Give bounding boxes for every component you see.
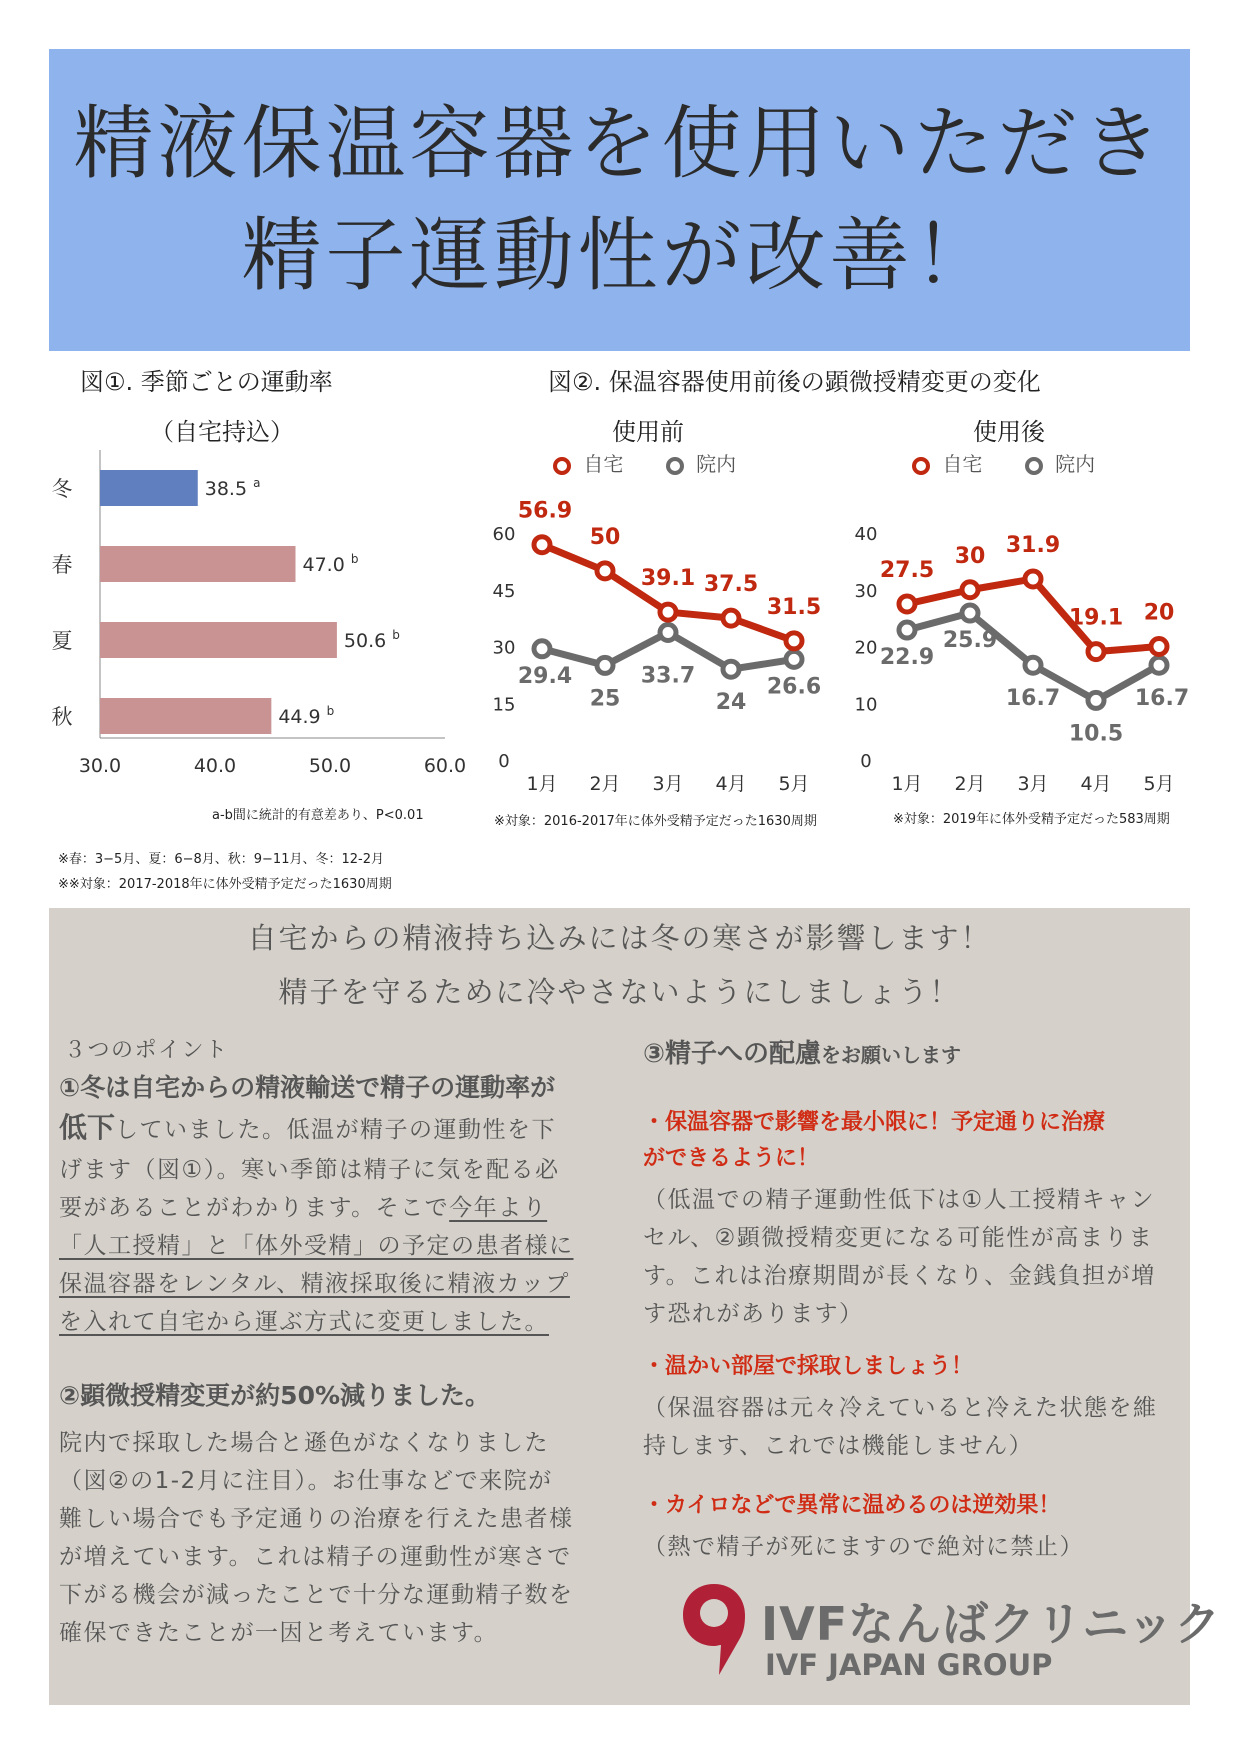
data-point [1151,657,1167,673]
point2-line4: が増えています。これは精子の運動性が寒さで [59,1544,572,1570]
data-label: 25 [589,686,621,712]
data-label: 33.7 [640,663,696,689]
legend-home-marker [553,457,571,475]
panel-headline-2: 精子を守るために冷やさないようにしましょう！ [278,975,961,1009]
y-tick-label: 60 [492,524,516,545]
data-label: 22.9 [879,645,935,671]
tip1-line2: ができるように！ [643,1146,820,1171]
fig1-sig-note: a-b間に統計的有意差あり、P<0.01 [212,808,424,823]
x-tick-label: 40.0 [193,755,237,777]
data-point [534,537,550,553]
x-tick-label: 2月 [589,773,621,795]
data-point [899,622,915,638]
tip1-body4: す恐れがあります） [643,1301,864,1327]
fig1-bar-chart [40,445,467,795]
sig-letter: a [253,476,261,490]
y-tick-label: 30 [854,580,878,602]
category-label: 夏 [51,629,73,653]
fig2-title: 図②. 保温容器使用前後の顕微授精変更の変化 [548,368,1041,396]
data-point [1025,571,1041,587]
x-tick-label: 5月 [778,773,810,795]
data-point [1151,639,1167,655]
title-banner [49,49,1190,351]
x-tick-label: 3月 [1017,773,1049,795]
x-tick-label: 4月 [715,773,747,795]
data-label: 26.6 [766,674,822,700]
data-point [786,651,802,667]
point1-line1 [59,1106,556,1146]
legend-home-marker [912,457,930,475]
data-label: 16.7 [1005,686,1061,712]
x-tick-label: 1月 [526,773,558,795]
point2-line5: 下がる機会が減ったことで十分な運動精子数を [59,1582,574,1608]
point2-heading: ②顕微授精変更が約50%減りました。 [59,1381,491,1410]
category-label: 秋 [51,705,73,729]
data-point [1088,644,1104,660]
point2-line1: 院内で採取した場合と遜色がなくなりました [59,1430,549,1456]
fig1-season-note: ※春：3−5月、夏：6−8月、秋：9−11月、冬：12-2月 [58,852,384,867]
bar [100,622,337,658]
data-label: 31.5 [766,594,822,620]
panel-headline-1: 自宅からの精液持ち込みには冬の寒さが影響します！ [247,921,992,955]
x-tick-label: 4月 [1080,773,1112,795]
legend-home-label: 自宅 [583,452,624,476]
fig2-before-title: 使用前 [612,418,684,446]
data-label: 25.9 [942,628,998,654]
data-point [899,596,915,612]
y-tick-label: 40 [854,524,878,545]
point1-line3 [59,1189,547,1222]
point1-line2: げます（図①）。寒い季節は精子に気を配る必 [59,1157,560,1183]
data-label: 24 [715,690,747,716]
data-point [1025,657,1041,673]
x-tick-label: 1月 [891,773,923,795]
data-label: 16.7 [1134,686,1190,712]
x-tick-label: 2月 [954,773,986,795]
data-label: 27.5 [879,557,935,583]
legend-clinic-marker [1025,457,1043,475]
data-label: 31.9 [1005,532,1061,558]
point1-line6: を入れて自宅から運ぶ方式に変更しました。 [59,1309,549,1335]
title-line-2: 精子運動性が改善！ [241,209,998,302]
point1-heading: ①冬は自宅からの精液輸送で精子の運動率が [59,1073,556,1102]
fig1-subtitle: （自宅持込） [150,418,294,446]
data-label: 29.4 [517,663,573,689]
y-tick-label: 15 [492,694,516,716]
legend-clinic-label: 院内 [1055,452,1096,476]
data-point [962,605,978,621]
bar [100,698,271,734]
bar [100,470,198,506]
point3-heading-main: ③精子への配慮 [643,1039,822,1069]
data-point [723,661,739,677]
data-label: 20 [1143,600,1175,626]
tip1-line1: ・保温容器で影響を最小限に！予定通りに治療 [643,1110,1106,1135]
fig1-subject-note: ※※対象：2017-2018年に体外受精予定だった1630周期 [58,877,392,892]
legend-clinic-marker [666,457,684,475]
category-label: 冬 [51,477,73,501]
point2-line3: 難しい場合でも予定通りの治療を行えた患者様 [59,1506,574,1532]
tip3-line1: ・カイロなどで異常に温めるのは逆効果！ [643,1493,1061,1518]
category-label: 春 [51,553,73,577]
clinic-logo-text: IVFなんばクリニック [761,1597,1222,1651]
point3-heading-tail: をお願いします [821,1043,962,1067]
sig-letter: b [326,704,335,718]
fig2-before-note: ※対象：2016-2017年に体外受精予定だった1630周期 [494,814,817,829]
fig2-after-line-chart [842,490,1202,810]
fig2-after-legend [912,448,1095,477]
point2-line6: 確保できたことが一因と考えています。 [59,1620,499,1646]
clinic-logo-icon [679,1580,749,1680]
data-label: 37.5 [703,572,759,598]
y-tick-label: 45 [492,580,516,602]
info-panel [49,908,1222,1705]
fig2-before-legend [553,448,736,477]
point1-line3-underlined: 今年より [449,1195,548,1221]
point1-line1-text: していました。低温が精子の運動性を下 [115,1117,557,1143]
data-label: 10.5 [1068,721,1124,747]
data-point [534,641,550,657]
x-tick-label: 5月 [1143,773,1175,795]
y-tick-label: 20 [854,637,878,659]
data-point [660,604,676,620]
data-point [723,610,739,626]
data-point [1088,692,1104,708]
data-point [962,582,978,598]
point3-heading [643,1033,961,1070]
value-label: 50.6 $^b$ [343,628,400,652]
value-label: 38.5 $^a$ [204,476,261,500]
tip2-body1: （保温容器は元々冷えていると冷えた状態を維 [643,1395,1158,1421]
bar [100,546,296,582]
points-title: ３つのポイント [64,1038,229,1063]
legend-home-label: 自宅 [942,452,983,476]
tip1-body3: す。これは治療期間が長くなり、金銭負担が増 [643,1263,1156,1289]
point1-emphasis: 低下 [59,1111,116,1144]
point2-line2: （図②の1-2月に注目）。お仕事などで来院が [59,1468,553,1494]
fig1-title: 図①. 季節ごとの運動率 [80,368,333,396]
data-point [597,563,613,579]
sig-letter: b [350,552,359,566]
fig2-before-line-chart [480,490,840,810]
x-tick-label: 3月 [652,773,684,795]
data-label: 50 [589,524,621,550]
clinic-logo-subtext: IVF JAPAN GROUP [765,1648,1053,1682]
tip1-body1: （低温での精子運動性低下は①人工授精キャン [643,1187,1156,1213]
y-tick-label: 30 [492,637,516,659]
tip2-body2: 持します、これでは機能しません） [643,1433,1034,1459]
data-label: 39.1 [640,566,696,592]
x-tick-label: 50.0 [308,755,352,777]
legend-clinic-label: 院内 [696,452,737,476]
x-tick-label: 60.0 [423,755,467,777]
data-label: 19.1 [1068,605,1124,631]
point1-line4: 「人工授精」と「体外受精」の予定の患者様に [59,1233,574,1259]
x-tick-label: 30.0 [78,755,122,777]
point1-line3-text: 要があることがわかります。そこで [59,1195,450,1221]
point1-line5: 保温容器をレンタル、精液採取後に精液カップ [59,1271,570,1297]
tip2-line1: ・温かい部屋で採取しましょう！ [643,1354,974,1379]
data-label: 30 [954,543,986,569]
data-label: 56.9 [517,498,573,524]
value-label: 47.0 $^b$ [302,552,359,576]
data-point [660,625,676,641]
fig2-after-title: 使用後 [973,418,1045,446]
y-tick-label: 10 [854,694,878,716]
tip3-body1: （熱で精子が死にますので絶対に禁止） [643,1534,1084,1560]
sig-letter: b [392,628,400,642]
tip1-body2: セル、②顕微授精変更になる可能性が高まりま [643,1225,1154,1251]
data-point [786,633,802,649]
y-tick-label: 0 [860,751,872,772]
fig2-after-note: ※対象：2019年に体外受精予定だった583周期 [893,812,1170,827]
data-point [597,657,613,673]
title-line-1: 精液保温容器を使用いただき [73,97,1166,190]
value-label: 44.9 $^b$ [278,704,335,728]
y-tick-label: 0 [498,751,510,772]
